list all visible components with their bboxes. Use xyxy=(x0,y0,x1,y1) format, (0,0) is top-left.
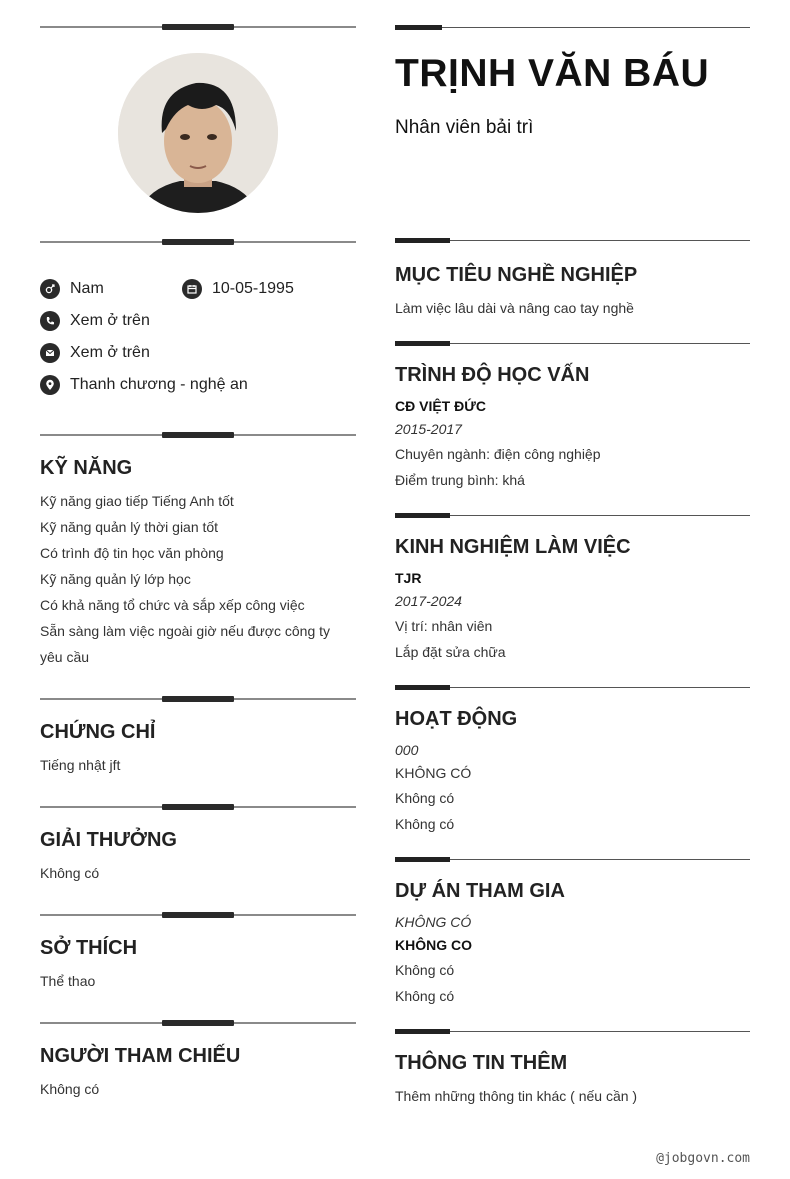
certificates-text: Tiếng nhật jft xyxy=(40,757,121,773)
awards-text: Không có xyxy=(40,865,100,881)
left-divider-certificates xyxy=(40,695,356,703)
right-divider-education xyxy=(395,341,750,347)
hobbies-text: Thể thao xyxy=(40,973,96,989)
projects-name: KHÔNG CÓ xyxy=(395,914,472,930)
right-divider-top xyxy=(395,25,750,31)
projects-line: Không có xyxy=(395,962,455,978)
left-divider-references xyxy=(40,1019,356,1027)
gender-row xyxy=(40,279,104,299)
experience-title: KINH NGHIỆM LÀM VIỆC xyxy=(395,536,631,558)
projects-line: Không có xyxy=(395,988,455,1004)
right-divider-experience xyxy=(395,513,750,519)
location-pin-icon xyxy=(40,375,60,395)
experience-position: Vị trí: nhân viên xyxy=(395,618,493,634)
education-gpa: Điểm trung bình: khá xyxy=(395,472,525,488)
right-divider-activities xyxy=(395,685,750,691)
birthday-value: 10-05-1995 xyxy=(212,280,294,297)
activities-line: KHÔNG CÓ xyxy=(395,765,472,781)
address-row xyxy=(40,375,248,395)
objective-text: Làm việc lâu dài và nâng cao tay nghề xyxy=(395,300,634,316)
avatar xyxy=(118,53,278,213)
skills-title: KỸ NĂNG xyxy=(40,457,133,479)
right-divider-objective xyxy=(395,238,750,244)
education-title: TRÌNH ĐỘ HỌC VẤN xyxy=(395,364,590,386)
email-row xyxy=(40,343,150,363)
right-divider-additional xyxy=(395,1029,750,1035)
job-title: Nhân viên bải trì xyxy=(395,117,534,138)
skill-item: Kỹ năng giao tiếp Tiếng Anh tốt xyxy=(40,493,234,509)
avatar-photo xyxy=(118,53,278,213)
projects-title: DỰ ÁN THAM GIA xyxy=(395,880,565,902)
certificates-title: CHỨNG CHỈ xyxy=(40,721,156,743)
skill-item: Kỹ năng quản lý thời gian tốt xyxy=(40,519,219,535)
references-text: Không có xyxy=(40,1081,100,1097)
activities-title: HOẠT ĐỘNG xyxy=(395,708,518,730)
objective-title: MỤC TIÊU NGHỀ NGHIỆP xyxy=(395,264,638,286)
phone-icon xyxy=(40,311,60,331)
candidate-name: TRỊNH VĂN BÁU xyxy=(395,52,710,95)
phone-row xyxy=(40,311,150,331)
calendar-icon xyxy=(182,279,202,299)
references-title: NGƯỜI THAM CHIẾU xyxy=(40,1045,241,1067)
mail-icon xyxy=(40,343,60,363)
address-value: Thanh chương - nghệ an xyxy=(70,376,248,393)
activities-line: Không có xyxy=(395,816,455,832)
gender-value: Nam xyxy=(70,280,104,297)
skill-item: Kỹ năng quản lý lớp học xyxy=(40,571,191,587)
left-divider-profile xyxy=(40,238,356,246)
skill-item: Có khả năng tổ chức và sắp xếp công việc xyxy=(40,597,305,613)
experience-description: Lắp đặt sửa chữa xyxy=(395,644,506,660)
experience-company: TJR xyxy=(395,570,422,586)
left-divider-skills xyxy=(40,431,356,439)
phone-value: Xem ở trên xyxy=(70,312,150,329)
skill-item: Có trình độ tin học văn phòng xyxy=(40,545,224,561)
activities-org: 000 xyxy=(395,742,419,758)
additional-title: THÔNG TIN THÊM xyxy=(395,1052,568,1074)
education-major: Chuyên ngành: điện công nghiệp xyxy=(395,446,601,462)
experience-period: 2017-2024 xyxy=(395,593,462,609)
left-divider-top xyxy=(40,23,356,31)
left-divider-hobbies xyxy=(40,911,356,919)
education-period: 2015-2017 xyxy=(395,421,462,437)
email-value: Xem ở trên xyxy=(70,344,150,361)
left-divider-awards xyxy=(40,803,356,811)
education-school: CĐ VIỆT ĐỨC xyxy=(395,398,486,414)
hobbies-title: SỞ THÍCH xyxy=(40,937,138,959)
watermark: @jobgovn.com xyxy=(656,1151,750,1166)
activities-line: Không có xyxy=(395,790,455,806)
gender-icon xyxy=(40,279,60,299)
projects-role: KHÔNG CO xyxy=(395,937,472,953)
right-divider-projects xyxy=(395,857,750,863)
birthday-row xyxy=(182,279,294,299)
skill-item: Sẵn sàng làm việc ngoài giờ nếu được công ty yêu cầu xyxy=(40,623,331,665)
awards-title: GIẢI THƯỞNG xyxy=(40,829,177,851)
additional-text: Thêm những thông tin khác ( nếu cần ) xyxy=(395,1088,638,1104)
